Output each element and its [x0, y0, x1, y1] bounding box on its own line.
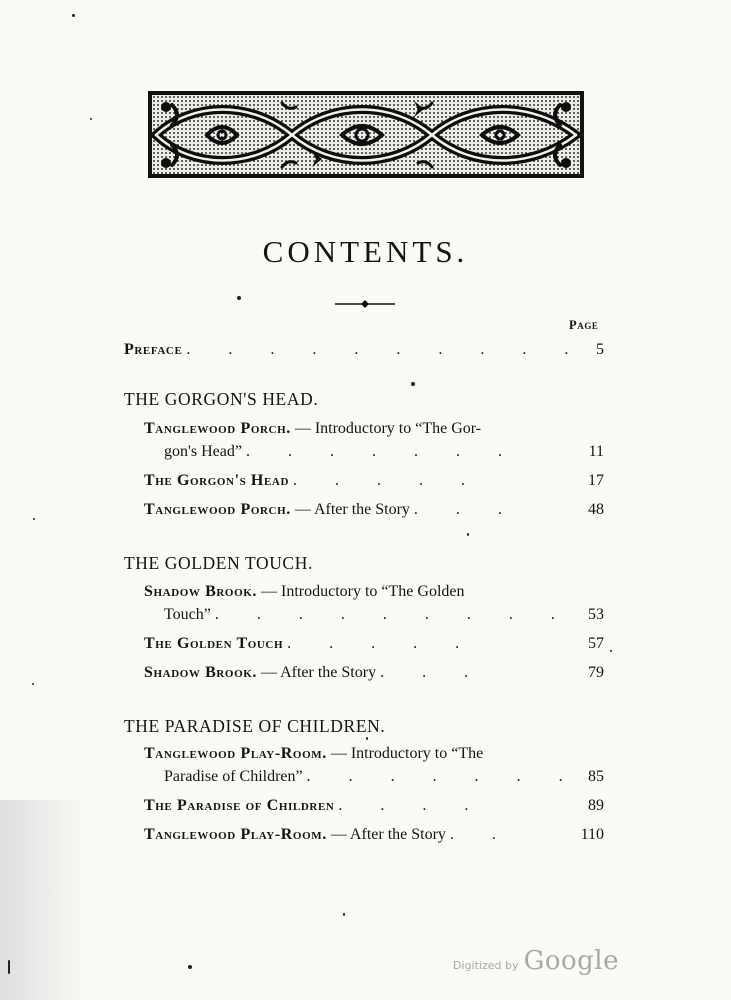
toc-page-number: 11	[588, 443, 604, 460]
watermark-prefix: Digitized by	[453, 959, 519, 972]
toc-entry	[144, 664, 604, 682]
google-watermark	[453, 946, 619, 976]
section-heading: THE PARADISE OF CHILDREN.	[124, 716, 386, 736]
toc-entry-label: The Gorgon's Head	[144, 472, 289, 489]
toc-entry-subtitle-cont: Touch”	[164, 606, 211, 623]
leader-dots: . . . . . . . . . .	[186, 341, 586, 358]
toc-page-number: 85	[588, 768, 604, 785]
toc-page-number: 53	[588, 606, 604, 623]
section-heading: THE GOLDEN TOUCH.	[124, 553, 313, 573]
toc-entry-label: The Paradise of Children	[144, 797, 335, 814]
toc-entry	[144, 472, 604, 490]
toc-entry-subtitle: — Introductory to “The Golden	[256, 583, 465, 600]
toc-page-number: 79	[588, 664, 604, 681]
toc-entry-subtitle: — After the Story	[256, 664, 377, 681]
toc-entry	[144, 501, 604, 519]
page-column-label: Page	[569, 318, 599, 332]
leader-dots: . . . .	[338, 797, 486, 814]
toc-entry-subtitle: — Introductory to “The	[326, 745, 484, 762]
toc-entry	[144, 583, 604, 601]
toc-entry-subtitle: — Introductory to “The Gor-	[290, 420, 482, 437]
toc-entry-continuation	[164, 768, 604, 786]
toc-page-number: 5	[596, 341, 604, 358]
toc-entry	[144, 745, 604, 763]
toc-page-number: 48	[588, 501, 604, 518]
toc-page-number: 57	[588, 635, 604, 652]
toc-page-number: 110	[580, 826, 604, 843]
toc-entry-label: Shadow Brook.	[144, 583, 257, 600]
leader-dots: . . . . . . .	[245, 443, 519, 460]
toc-entry-subtitle-cont: Paradise of Children”	[164, 768, 303, 785]
toc-entry-label: Tanglewood Porch.	[144, 501, 291, 518]
leader-dots: . . . . .	[287, 635, 477, 652]
toc-page-number: 17	[588, 472, 604, 489]
toc-entry-label: Shadow Brook.	[144, 664, 257, 681]
leader-dots: . . .	[380, 664, 486, 681]
toc-entry-label: The Golden Touch	[144, 635, 284, 652]
toc-entry-subtitle: — After the Story	[326, 826, 446, 843]
toc-entry-label: Tanglewood Play-Room.	[144, 745, 327, 762]
contents-list	[124, 0, 604, 1000]
toc-entry-continuation	[164, 443, 604, 461]
toc-entry-label: Preface	[124, 341, 183, 358]
toc-entry	[144, 826, 604, 844]
toc-entry-label: Tanglewood Play-Room.	[144, 826, 327, 843]
leader-dots: . . . . .	[293, 472, 482, 489]
contents-heading: CONTENTS.	[262, 234, 469, 269]
toc-entry-continuation	[164, 606, 604, 624]
watermark-logo: Google	[523, 946, 619, 976]
toc-entry-preface	[124, 341, 604, 359]
leader-dots: . .	[449, 826, 513, 843]
toc-page-number: 89	[588, 797, 604, 814]
toc-entry	[144, 635, 604, 653]
toc-entry-label: Tanglewood Porch.	[144, 420, 291, 437]
toc-entry-subtitle: — After the Story	[290, 501, 410, 518]
leader-dots: . . . . . . .	[306, 768, 580, 785]
toc-entry	[144, 797, 604, 815]
section-heading: THE GORGON'S HEAD.	[124, 389, 319, 409]
leader-dots: . . . . . . . . .	[214, 606, 572, 623]
toc-entry	[144, 420, 604, 438]
scan-stain	[0, 800, 90, 1000]
leader-dots: . . .	[413, 501, 519, 518]
toc-entry-subtitle-cont: gon's Head”	[164, 443, 242, 460]
